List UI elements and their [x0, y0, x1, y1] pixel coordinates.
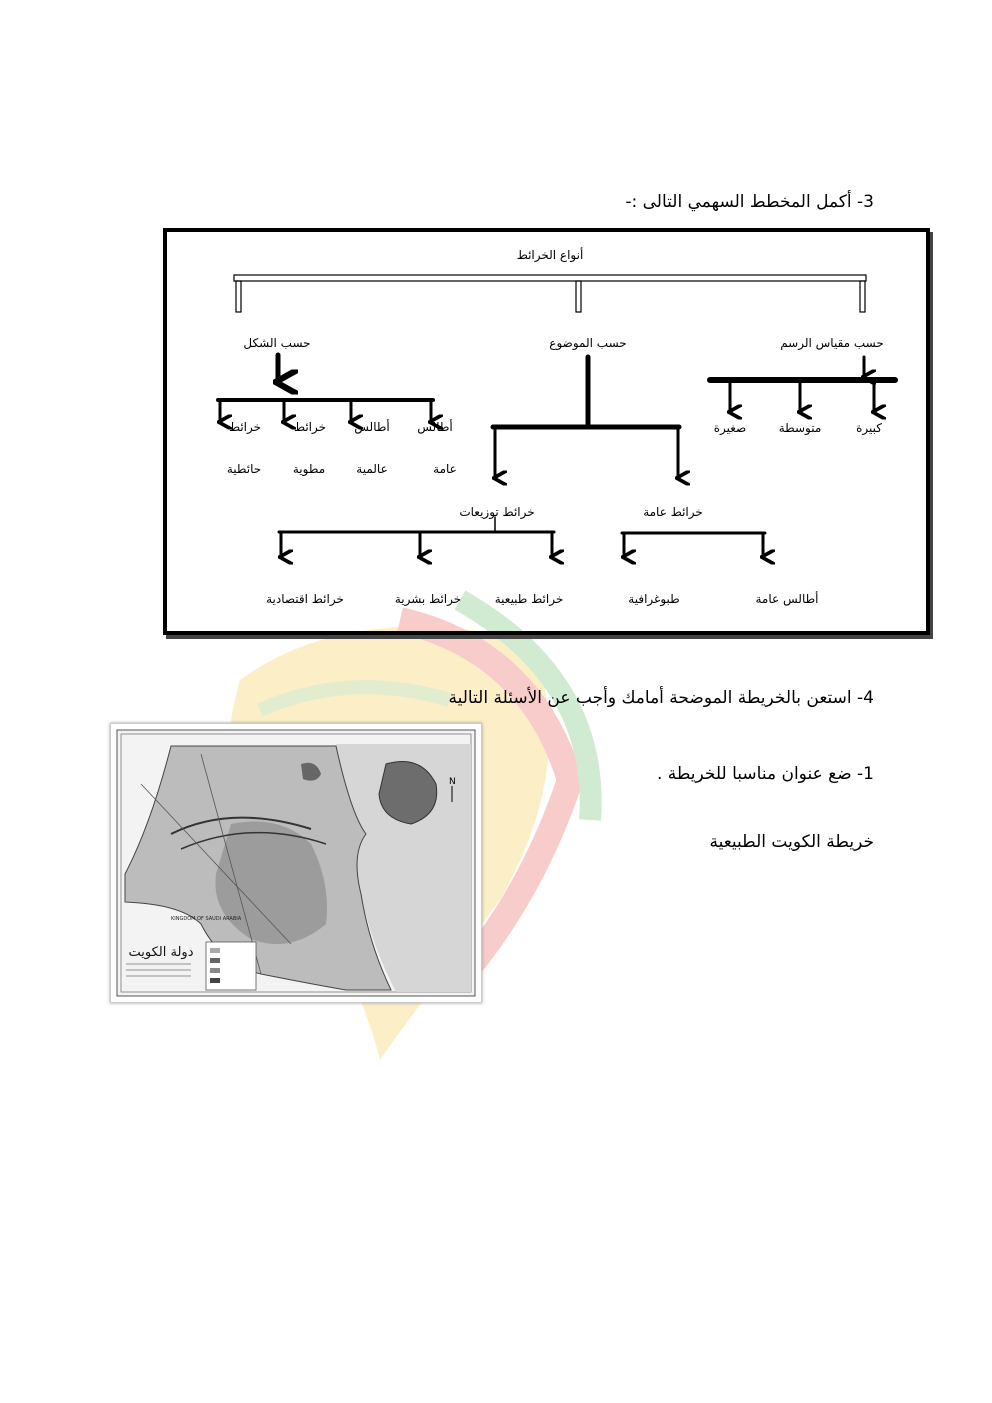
shape-item-bottom: عامة	[433, 462, 457, 476]
distribution-item: خرائط طبيعية	[494, 592, 564, 606]
scale-item: متوسطة	[778, 421, 822, 435]
question4-sub1: 1- ضع عنوان مناسبا للخريطة .	[656, 764, 874, 784]
map-title: دولة الكويت	[128, 945, 194, 960]
topic-connectors	[279, 357, 765, 557]
general-item: أطالس عامة	[755, 592, 819, 606]
scale-connectors	[710, 357, 895, 412]
root-bracket	[234, 275, 866, 312]
branch-by-shape: حسب الشكل	[243, 336, 311, 350]
scale-item: كبيرة	[856, 421, 882, 435]
shape-item-bottom: مطوية	[292, 462, 326, 476]
question4-heading: 4- استعن بالخريطة الموضحة أمامك وأجب عن الأسئلة التالية	[448, 688, 874, 708]
root-label: أنواع الخرائط	[516, 248, 584, 262]
branch-by-topic: حسب الموضوع	[549, 336, 627, 350]
branch-by-scale: حسب مقياس الرسم	[780, 336, 884, 350]
distribution-maps-label: خرائط توزيعات	[459, 505, 535, 519]
map-drawing	[111, 724, 481, 1002]
shape-item-bottom: عالمية	[356, 462, 388, 476]
shape-connectors	[218, 355, 433, 422]
distribution-item: خرائط بشرية	[394, 592, 462, 606]
distribution-item: خرائط اقتصادية	[266, 592, 344, 606]
arrow-diagram	[163, 228, 930, 635]
scale-item: صغيرة	[713, 421, 747, 435]
shape-item-top: أطالس	[417, 420, 453, 434]
shape-item-bottom: حائطية	[226, 462, 262, 476]
question3-heading: 3- أكمل المخطط السهمي التالى :-	[625, 192, 874, 212]
kuwait-map-image	[110, 723, 482, 1003]
svg-text:N: N	[449, 777, 456, 787]
shape-item-top: خرائط	[293, 420, 327, 434]
question4-answer1: خريطة الكويت الطبيعية	[709, 832, 874, 852]
shape-item-top: أطالس	[354, 420, 390, 434]
shape-item-top: خرائط	[228, 420, 262, 434]
map-neighbor-label: KINGDOM OF SAUDI ARABIA	[171, 916, 242, 922]
general-item: طبوغرافية	[628, 592, 680, 606]
general-maps-label: خرائط عامة	[643, 505, 703, 519]
